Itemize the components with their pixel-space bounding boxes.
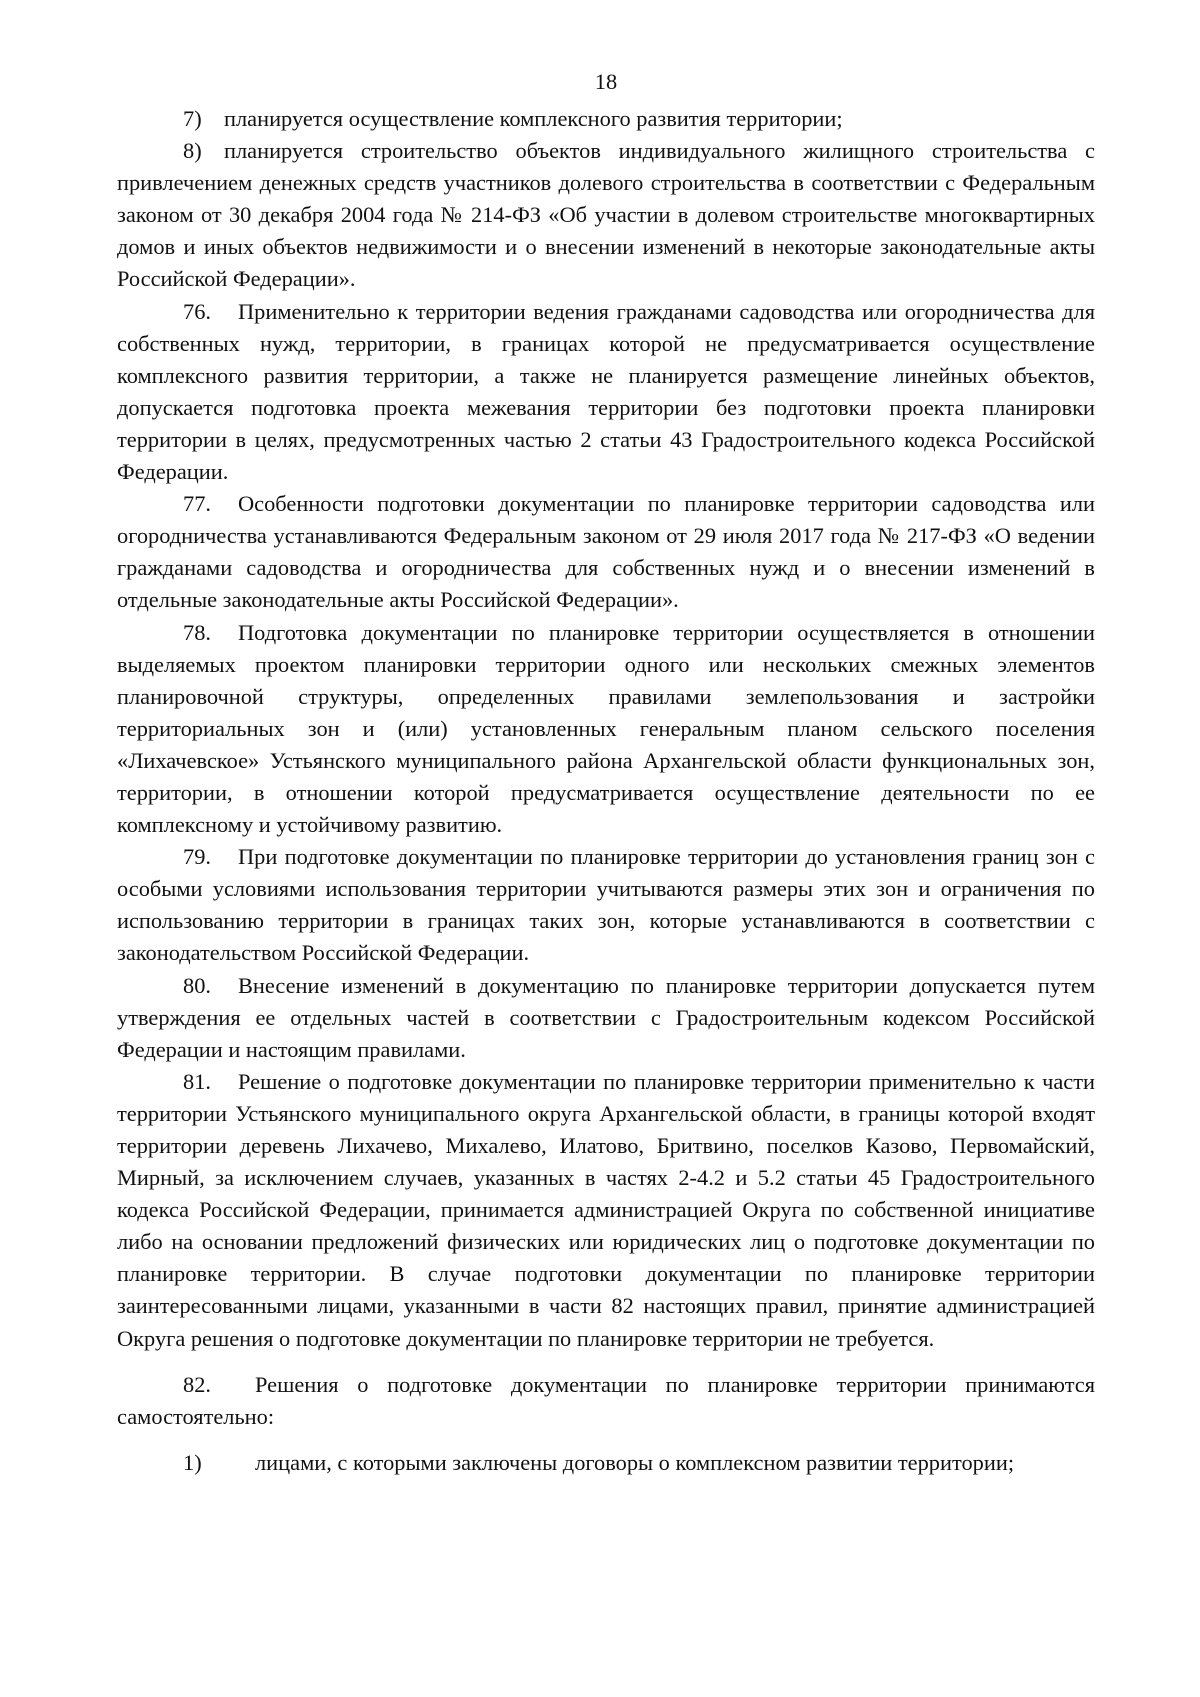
paragraph-text: Подготовка документации по планировке территории осуществляется в отношении выделяемых проектом планировки территории одного или нескольких смежных элементов планировочной структуры, определенных правилами землепользования и застройки территориальных зон и (или) установленных генеральным планом сельского поселения «Лихачевское» Устьянского муниципального района Архангельской области функциональных зон, территории, в отношении которой предусматривается осуществление деятельности по ее комплексному и устойчивому развитию. <box>117 619 1095 838</box>
paragraph-number: 78. <box>183 619 211 645</box>
item-text: лицами, с которыми заключены договоры о комплексном развитии территории; <box>255 1449 1015 1475</box>
paragraph-text: Применительно к территории ведения гражданами садоводства или огородничества для собственных нужд, территории, в границах которой не предусматривается осуществление комплексного развития территории, а также не планируется размещение линейных объектов, допускается подготовка проекта межевания территории без подготовки проекта планировки территории в целях, предусмотренных частью 2 статьи 43 Градостроительного кодекса Российской Федерации. <box>117 298 1095 485</box>
document-page <box>117 66 1095 1479</box>
paragraph-80 <box>117 970 1095 1066</box>
paragraph-text: Решения о подготовке документации по планировке территории принимаются самостоятельно: <box>117 1371 1095 1429</box>
paragraph-number: 80. <box>183 972 211 998</box>
paragraph-number: 79. <box>183 844 211 870</box>
paragraph-81 <box>117 1066 1095 1355</box>
item-number: 7) <box>183 106 202 131</box>
paragraph-79 <box>117 841 1095 969</box>
item-number: 8) <box>183 138 202 164</box>
item-text: планируется строительство объектов индивидуального жилищного строительства с привлечением денежных средств участников долевого строительства в соответствии с Федеральным законом от 30 декабря 2004 года № 214-ФЗ «Об участии в долевом строительстве многоквартирных домов и иных объектов недвижимости и о внесении изменений в некоторые законодательные акты Российской Федерации». <box>117 138 1095 292</box>
paragraph-number: 81. <box>183 1068 211 1094</box>
paragraph-76 <box>117 296 1095 489</box>
paragraph-number: 76. <box>183 298 211 324</box>
paragraph-77 <box>117 488 1095 616</box>
paragraph-number: 77. <box>183 491 211 517</box>
item-text: планируется осуществление комплексного развития территории; <box>224 106 843 131</box>
paragraph-82 <box>117 1369 1095 1433</box>
paragraph-text: Особенности подготовки документации по планировке территории садоводства или огородничества устанавливаются Федеральным законом от 29 июля 2017 года № 217-ФЗ «О ведении гражданами садоводства и огородничества для собственных нужд и о внесении изменений в отдельные законодательные акты Российской Федерации». <box>117 491 1095 613</box>
list-item-7 <box>117 103 1095 135</box>
page-number: 18 <box>594 69 618 94</box>
paragraph-text: Внесение изменений в документацию по планировке территории допускается путем утверждения ее отдельных частей в соответствии с Градостроительным кодексом Российской Федерации и настоящим правилами. <box>117 972 1095 1062</box>
paragraph-text: При подготовке документации по планировке территории до установления границ зон с особыми условиями использования территории учитываются размеры этих зон и ограничения по использованию территории в границах таких зон, которые устанавливаются в соответствии с законодательством Российской Федерации. <box>117 844 1095 966</box>
paragraph-number: 82. <box>183 1371 211 1397</box>
item-number: 1) <box>183 1449 202 1475</box>
list-item-8 <box>117 135 1095 295</box>
paragraph-text: Решение о подготовке документации по планировке территории применительно к части территории Устьянского муниципального округа Архангельской области, в границы которой входят территории деревень Лихачево, Михалево, Илатово, Бритвино, поселков Казово, Первомайский, Мирный, за исключением случаев, указанных в частях 2-4.2 и 5.2 статьи 45 Градостроительного кодекса Российской Федерации, принимается администрацией Округа по собственной инициативе либо на основании предложений физических или юридических лиц о подготовке документации по планировке территории. В случае подготовки документации по планировке территории заинтересованными лицами, указанными в части 82 настоящих правил, принятие администрацией Округа решения о подготовке документации по планировке территории не требуется. <box>117 1068 1095 1351</box>
list-item-1 <box>117 1447 1095 1479</box>
paragraph-78 <box>117 617 1095 842</box>
